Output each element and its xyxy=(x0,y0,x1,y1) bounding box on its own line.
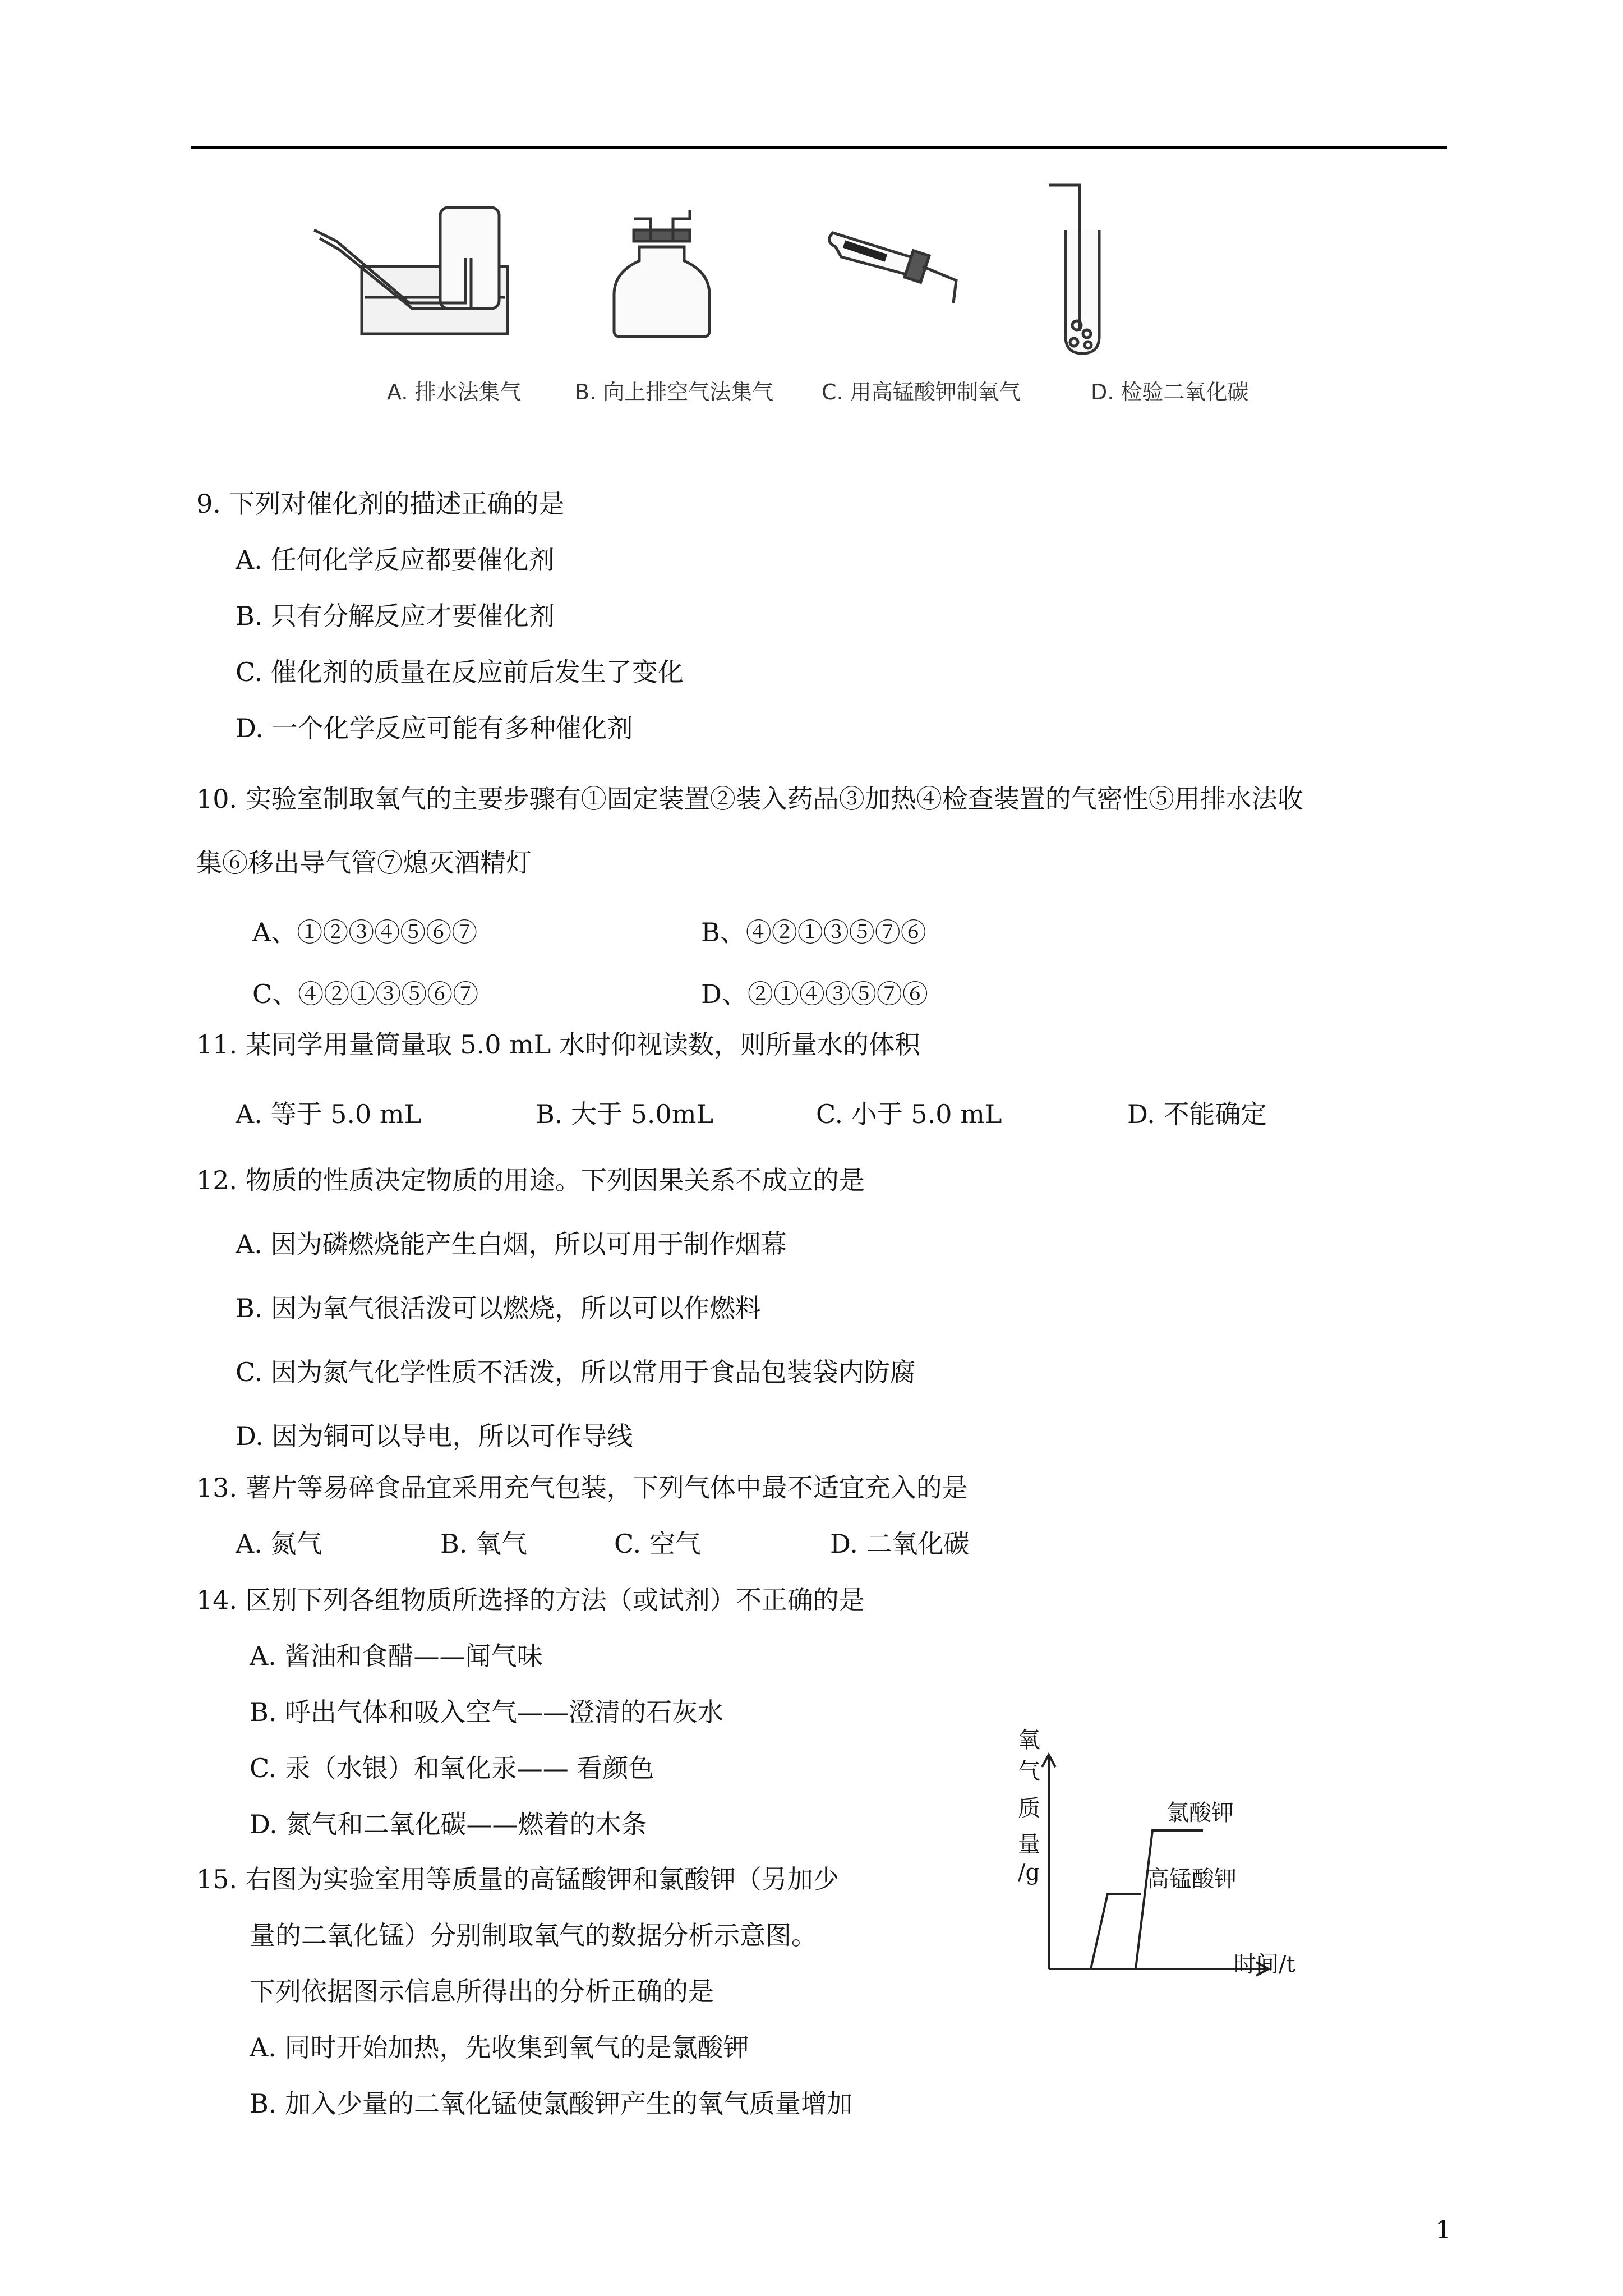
graph-ylabel-char-2: 气 xyxy=(1018,1759,1040,1784)
graph-ylabel-char-3: 质 xyxy=(1018,1796,1040,1821)
q10-stem-line2: 集⑥移出导气管⑦熄灭酒精灯 xyxy=(196,848,532,878)
q14-option-a: A. 酱油和食醋——闻气味 xyxy=(250,1641,543,1671)
apparatus-figure xyxy=(303,174,1267,409)
page-number: 1 xyxy=(1436,2216,1451,2244)
q15-stem-line2: 量的二氧化锰）分别制取氧气的数据分析示意图。 xyxy=(250,1920,817,1950)
figure-label-b: B. 向上排空气法集气 xyxy=(575,380,774,404)
q10-option-d: D、②①④③⑤⑦⑥ xyxy=(701,979,928,1009)
q13-stem: 13. 薯片等易碎食品宜采用充气包装，下列气体中最不适宜充入的是 xyxy=(196,1473,968,1503)
q14-option-c: C. 汞（水银）和氧化汞—— 看颜色 xyxy=(250,1753,654,1783)
q9-option-a: A. 任何化学反应都要催化剂 xyxy=(236,545,555,575)
header-rule xyxy=(191,146,1447,149)
upward-air-displacement-bottle xyxy=(614,210,709,337)
graph-line-kclo3 xyxy=(1136,1830,1203,1969)
q11-option-a: A. 等于 5.0 mL xyxy=(236,1099,422,1129)
q12-option-b: B. 因为氧气很活泼可以燃烧，所以可以作燃料 xyxy=(236,1293,762,1323)
q15-stem-line3: 下列依据图示信息所得出的分析正确的是 xyxy=(250,1976,714,2007)
q13-option-a: A. 氮气 xyxy=(236,1529,322,1559)
q11-option-b: B. 大于 5.0mL xyxy=(536,1099,713,1129)
q11-stem: 11. 某同学用量筒量取 5.0 mL 水时仰视读数，则所量水的体积 xyxy=(196,1029,920,1060)
q14-stem: 14. 区别下列各组物质所选择的方法（或试剂）不正确的是 xyxy=(196,1585,865,1615)
figure-label-a: A. 排水法集气 xyxy=(387,380,522,404)
q13-option-b: B. 氧气 xyxy=(440,1529,528,1559)
q10-option-c: C、④②①③⑤⑥⑦ xyxy=(252,979,479,1009)
q11-option-c: C. 小于 5.0 mL xyxy=(816,1099,1002,1129)
graph-ylabel-char-5: /g xyxy=(1018,1860,1040,1885)
q14-option-b: B. 呼出气体和吸入空气——澄清的石灰水 xyxy=(250,1697,724,1727)
q14-option-d: D. 氮气和二氧化碳——燃着的木条 xyxy=(250,1809,647,1839)
graph-series-upper-label: 氯酸钾 xyxy=(1166,1800,1234,1826)
q15-stem-line1: 15. 右图为实验室用等质量的高锰酸钾和氯酸钾（另加少 xyxy=(196,1864,839,1894)
q12-option-d: D. 因为铜可以导电，所以可作导线 xyxy=(236,1421,633,1451)
q15-option-b: B. 加入少量的二氧化锰使氯酸钾产生的氧气质量增加 xyxy=(250,2088,853,2119)
q12-option-c: C. 因为氮气化学性质不活泼，所以常用于食品包装袋内防腐 xyxy=(236,1357,916,1387)
figure-label-c: C. 用高锰酸钾制氧气 xyxy=(822,380,1021,404)
graph-xlabel: 时间/t xyxy=(1234,1952,1295,1977)
q10-option-a: A、①②③④⑤⑥⑦ xyxy=(252,917,478,947)
q10-stem-line1: 10. 实验室制取氧气的主要步骤有①固定装置②装入药品③加热④检查装置的气密性⑤用排水法收 xyxy=(196,784,1303,814)
graph-series-lower-label: 高锰酸钾 xyxy=(1147,1866,1237,1892)
figure-label-d: D. 检验二氧化碳 xyxy=(1091,380,1249,404)
q15-option-a: A. 同时开始加热，先收集到氧气的是氯酸钾 xyxy=(250,2032,749,2063)
q9-option-d: D. 一个化学反应可能有多种催化剂 xyxy=(236,713,633,743)
graph-ylabel-char-4: 量 xyxy=(1018,1832,1040,1857)
q12-stem: 12. 物质的性质决定物质的用途。下列因果关系不成立的是 xyxy=(196,1165,865,1195)
potassium-permanganate-test-tube xyxy=(829,233,956,303)
graph-line-kmno4 xyxy=(1091,1894,1141,1969)
q10-option-b: B、④②①③⑤⑦⑥ xyxy=(701,917,926,947)
graph-ylabel-char-1: 氧 xyxy=(1018,1727,1040,1753)
q13-option-d: D. 二氧化碳 xyxy=(830,1529,970,1559)
water-displacement-apparatus xyxy=(314,208,508,334)
q13-option-c: C. 空气 xyxy=(614,1529,701,1559)
co2-test-tube xyxy=(1049,185,1099,353)
q11-option-d: D. 不能确定 xyxy=(1127,1099,1267,1129)
q12-option-a: A. 因为磷燃烧能产生白烟，所以可用于制作烟幕 xyxy=(236,1229,787,1259)
q9-stem: 9. 下列对催化剂的描述正确的是 xyxy=(196,489,565,519)
q9-option-b: B. 只有分解反应才要催化剂 xyxy=(236,601,555,631)
q9-option-c: C. 催化剂的质量在反应前后发生了变化 xyxy=(236,657,684,687)
